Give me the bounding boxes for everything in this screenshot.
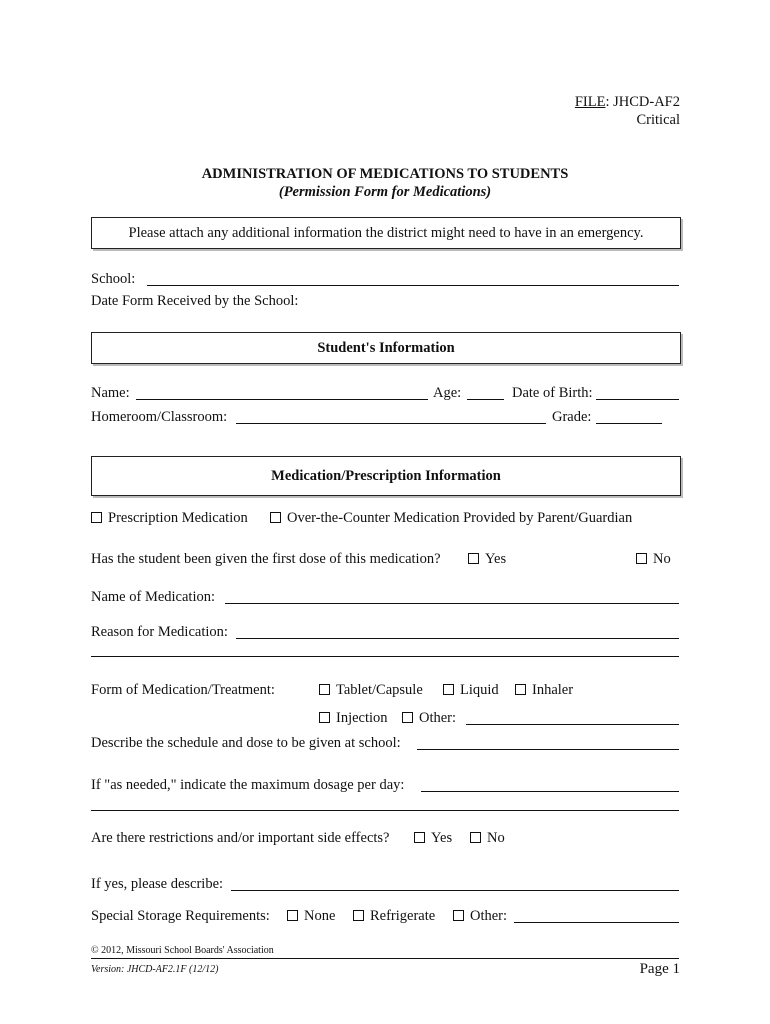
student-info-header: [91, 332, 681, 364]
storage-other-label: Other:: [470, 908, 508, 924]
storage-refrigerate-checkbox[interactable]: [353, 910, 364, 921]
age-field[interactable]: [467, 399, 504, 400]
form-tablet: [319, 682, 423, 699]
restrictions-no-checkbox[interactable]: [470, 832, 481, 843]
medication-info-header: [91, 456, 681, 496]
otc-checkbox[interactable]: [270, 512, 281, 523]
restrictions-yes: [414, 830, 452, 847]
medication-name-field[interactable]: [225, 603, 679, 604]
name-label: Name:: [91, 385, 130, 401]
first-dose-no-label: No: [653, 551, 671, 567]
schedule-field[interactable]: [417, 749, 679, 750]
homeroom-field[interactable]: [236, 423, 546, 424]
restrictions-no-label: No: [487, 830, 505, 846]
date-received-label: Date Form Received by the School:: [91, 293, 299, 309]
describe-field[interactable]: [231, 890, 679, 891]
storage-refrigerate-label: Refrigerate: [370, 908, 436, 924]
storage-other: [453, 908, 507, 925]
storage-other-field[interactable]: [514, 922, 679, 923]
dob-label: Date of Birth:: [512, 385, 593, 401]
copyright: © 2012, Missouri School Boards' Association: [91, 945, 274, 956]
medication-type-row: [91, 510, 248, 527]
storage-other-checkbox[interactable]: [453, 910, 464, 921]
student-info-heading: Student's Information: [317, 339, 455, 356]
max-dosage-label: If "as needed," indicate the maximum dosage per day:: [91, 777, 405, 793]
school-label: School:: [91, 271, 136, 287]
homeroom-label: Homeroom/Classroom:: [91, 409, 228, 425]
file-label: FILE: [574, 94, 606, 110]
max-dosage-field[interactable]: [421, 791, 679, 792]
first-dose-no-checkbox[interactable]: [636, 553, 647, 564]
footer-divider: [91, 958, 679, 959]
first-dose-yes-label: Yes: [485, 551, 507, 567]
tablet-label: Tablet/Capsule: [336, 682, 423, 698]
inhaler-checkbox[interactable]: [515, 684, 526, 695]
reason-label: Reason for Medication:: [91, 624, 228, 640]
page-number: Page 1: [639, 961, 680, 977]
version: Version: JHCD-AF2.1F (12/12): [91, 964, 219, 975]
notice-text: Please attach any additional information the district might need to have in an emergency.: [128, 224, 644, 241]
form-label: Form of Medication/Treatment:: [91, 682, 275, 698]
prescription-label: Prescription Medication: [108, 510, 248, 526]
tablet-checkbox[interactable]: [319, 684, 330, 695]
form-liquid: [443, 682, 499, 699]
school-field[interactable]: [147, 285, 679, 286]
storage-refrigerate: [353, 908, 435, 925]
grade-label: Grade:: [552, 409, 592, 425]
liquid-checkbox[interactable]: [443, 684, 454, 695]
medication-info-heading: Medication/Prescription Information: [271, 467, 501, 484]
restrictions-yes-checkbox[interactable]: [414, 832, 425, 843]
liquid-label: Liquid: [460, 682, 499, 698]
age-label: Age:: [433, 385, 462, 401]
describe-label: If yes, please describe:: [91, 876, 224, 892]
page-subtitle: (Permission Form for Medications): [278, 184, 492, 200]
storage-none-label: None: [304, 908, 336, 924]
first-dose-no: [636, 551, 671, 568]
restrictions-question: Are there restrictions and/or important side effects?: [91, 830, 390, 846]
form-other: [402, 710, 456, 727]
reason-field[interactable]: [236, 638, 679, 639]
max-dosage-field-continued[interactable]: [91, 810, 679, 811]
otc-option: [270, 510, 632, 527]
injection-label: Injection: [336, 710, 388, 726]
reason-field-continued[interactable]: [91, 656, 679, 657]
storage-none: [287, 908, 335, 925]
first-dose-yes-checkbox[interactable]: [468, 553, 479, 564]
medication-name-label: Name of Medication:: [91, 589, 216, 605]
name-field[interactable]: [136, 399, 428, 400]
classification: Critical: [636, 112, 680, 128]
first-dose-question: Has the student been given the first dose of this medication?: [91, 551, 441, 567]
file-reference: [575, 94, 680, 111]
dob-field[interactable]: [596, 399, 679, 400]
schedule-label: Describe the schedule and dose to be given at school:: [91, 735, 401, 751]
form-inhaler: [515, 682, 573, 699]
storage-none-checkbox[interactable]: [287, 910, 298, 921]
form-other-checkbox[interactable]: [402, 712, 413, 723]
form-injection: [319, 710, 388, 727]
file-code: : JHCD-AF2: [605, 94, 680, 110]
first-dose-yes: [468, 551, 506, 568]
restrictions-no: [470, 830, 505, 847]
storage-label: Special Storage Requirements:: [91, 908, 270, 924]
form-other-field[interactable]: [466, 724, 679, 725]
form-other-label: Other:: [419, 710, 457, 726]
restrictions-yes-label: Yes: [431, 830, 453, 846]
notice-box: [91, 217, 681, 249]
prescription-checkbox[interactable]: [91, 512, 102, 523]
grade-field[interactable]: [596, 423, 662, 424]
page-title: ADMINISTRATION OF MEDICATIONS TO STUDENTS: [201, 166, 569, 182]
inhaler-label: Inhaler: [532, 682, 574, 698]
otc-label: Over-the-Counter Medication Provided by Parent/Guardian: [287, 510, 633, 526]
injection-checkbox[interactable]: [319, 712, 330, 723]
